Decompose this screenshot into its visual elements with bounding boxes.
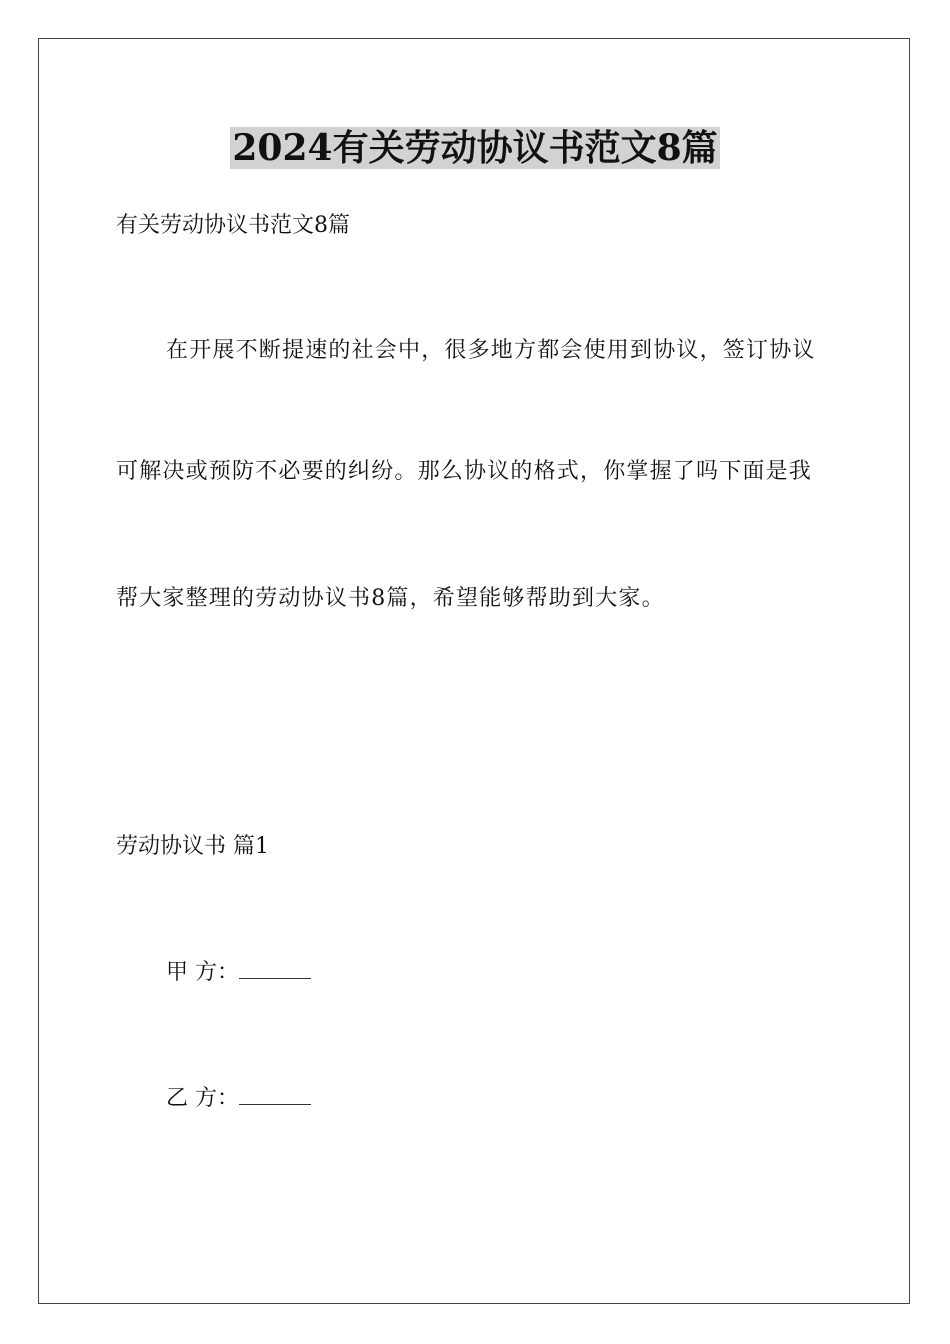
party-a-line xyxy=(166,956,311,988)
document-title-text: 2024有关劳动协议书范文8篇 xyxy=(232,127,718,169)
document-subtitle: 有关劳动协议书范文8篇 xyxy=(116,213,350,238)
party-b-line xyxy=(166,1082,311,1114)
party-b-blank xyxy=(239,1082,311,1105)
intro-paragraph-line-2: 可解决或预防不必要的纠纷。那么协议的格式，你掌握了吗下面是我 xyxy=(116,459,813,484)
section-heading: 劳动协议书 篇1 xyxy=(116,834,269,859)
intro-paragraph-line-3: 帮大家整理的劳动协议书8篇，希望能够帮助到大家。 xyxy=(116,586,665,611)
intro-paragraph-line-1: 在开展不断提速的社会中，很多地方都会使用到协议，签订协议 xyxy=(166,338,816,363)
party-a-label: 甲 方： xyxy=(166,960,239,985)
party-a-blank xyxy=(239,956,311,979)
document-title xyxy=(0,126,950,170)
party-b-label: 乙 方： xyxy=(166,1086,239,1111)
